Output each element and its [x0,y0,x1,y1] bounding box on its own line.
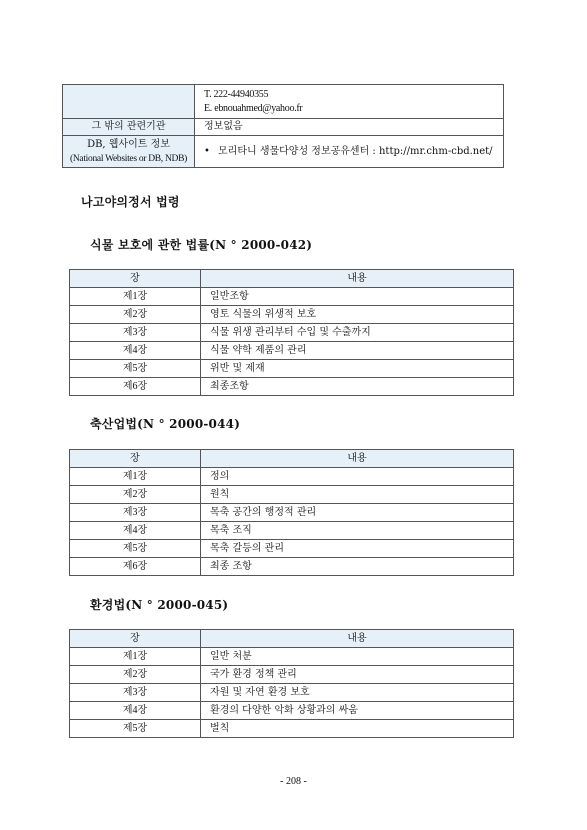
table-row [70,648,514,666]
section-title-plant-protection: 식물 보호에 관한 법률(N ° 2000-042) [90,238,313,252]
content-cell: 최종조항 [201,378,514,396]
content-cell: 정의 [201,468,514,486]
table-row [70,468,514,486]
section-title-environment: 환경법(N ° 2000-045) [90,598,229,612]
col-header-content: 내용 [201,450,514,468]
chapter-cell: 제1장 [70,468,201,486]
bullet-icon: • [204,145,210,157]
db-value-cell [195,136,504,168]
content-cell: 위반 및 제재 [201,360,514,378]
chapter-cell: 제4장 [70,522,201,540]
chapter-cell: 제4장 [70,702,201,720]
chapter-cell: 제3장 [70,684,201,702]
chapter-cell: 제5장 [70,720,201,738]
chapter-cell: 제1장 [70,288,201,306]
content-cell: 환경의 다양한 악화 상황과의 싸움 [201,702,514,720]
chapter-cell: 제2장 [70,486,201,504]
contact-phone: T. 222-44940355 [204,88,269,100]
chapter-cell: 제4장 [70,342,201,360]
col-header-content: 내용 [201,270,514,288]
table-row [70,486,514,504]
db-label-line1: DB, 웹사이트 정보 [87,138,170,150]
content-cell: 일반조항 [201,288,514,306]
other-orgs-label: 그 밖의 관련기관 [63,119,195,136]
chapter-cell: 제5장 [70,360,201,378]
table-row [70,540,514,558]
col-header-content: 내용 [201,630,514,648]
content-cell: 식물 약학 제품의 관리 [201,342,514,360]
chapter-cell: 제3장 [70,504,201,522]
table-row [70,558,514,576]
content-cell: 목축 조직 [201,522,514,540]
main-heading: 나고야의정서 법령 [81,195,180,209]
chapter-cell: 제1장 [70,648,201,666]
content-cell: 목축 공간의 행정적 관리 [201,504,514,522]
db-label-cell [63,136,195,168]
page-number: - 208 - [280,776,307,787]
contact-value-cell [195,85,504,119]
content-cell: 식물 위생 관리부터 수입 및 수출까지 [201,324,514,342]
db-value: 모리타니 생물다양성 정보공유센터 : http://mr.chm-cbd.net/ [218,145,493,157]
table-row [70,324,514,342]
table-row [70,684,514,702]
chapter-cell: 제2장 [70,666,201,684]
content-cell: 영토 식물의 위생적 보호 [201,306,514,324]
col-header-chapter: 장 [70,450,201,468]
table-header-row [70,270,514,288]
col-header-chapter: 장 [70,270,201,288]
chapter-table-livestock [69,449,514,576]
chapter-cell: 제6장 [70,378,201,396]
contact-info-table [62,84,504,168]
other-orgs-value: 정보없음 [195,119,504,136]
table-row [70,522,514,540]
content-cell: 자원 및 자연 환경 보호 [201,684,514,702]
db-label-line2: (National Websites or DB, NDB) [70,153,187,164]
table-row [70,720,514,738]
chapter-cell: 제5장 [70,540,201,558]
content-cell: 일반 처분 [201,648,514,666]
chapter-cell: 제3장 [70,324,201,342]
chapter-cell: 제2장 [70,306,201,324]
chapter-table-environment [69,629,514,738]
table-header-row [70,630,514,648]
contact-email: E. ebnouahmed@yahoo.fr [204,102,303,114]
table-row [70,378,514,396]
content-cell: 최종 조항 [201,558,514,576]
table-row [70,288,514,306]
table-row [70,504,514,522]
table-row [70,306,514,324]
table-header-row [70,450,514,468]
content-cell: 국가 환경 정책 관리 [201,666,514,684]
table-row [70,360,514,378]
section-title-livestock: 축산업법(N ° 2000-044) [90,417,241,431]
contact-label-cell [63,85,195,119]
content-cell: 벌칙 [201,720,514,738]
table-row [70,666,514,684]
col-header-chapter: 장 [70,630,201,648]
table-row [70,702,514,720]
chapter-table-plant-protection [69,269,514,396]
content-cell: 목축 갈등의 관리 [201,540,514,558]
chapter-cell: 제6장 [70,558,201,576]
table-row [70,342,514,360]
content-cell: 원칙 [201,486,514,504]
